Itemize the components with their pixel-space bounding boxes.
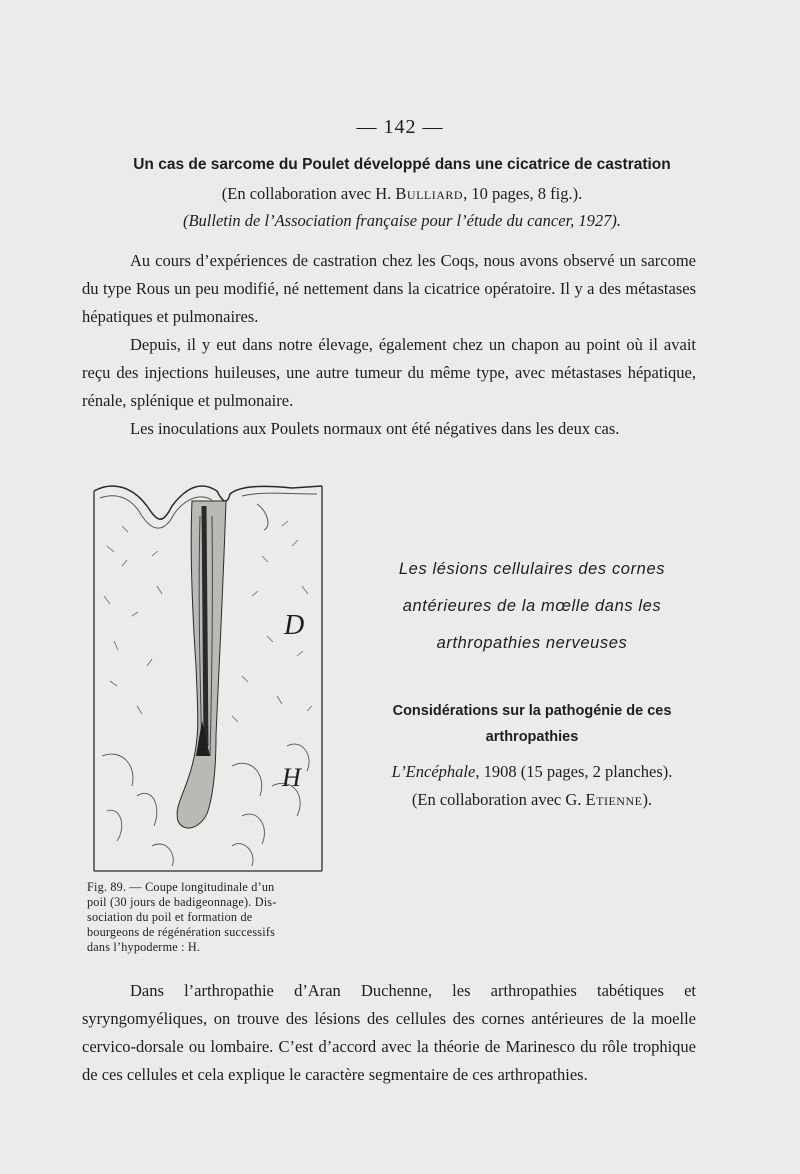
article2-title: Les lésions cellulaires des cornes antérieures de la mœlle dans les arthropathies nerveuses [398, 560, 666, 652]
page-number: — 142 — [356, 116, 444, 138]
article2-collaboration: (En collaboration avec G. Etienne). [411, 790, 653, 809]
hair-section-figure [92, 466, 324, 878]
hair-section-drawing [92, 466, 324, 878]
article-paragraph-1: Au cours d’expériences de castration chez les Coqs, nous avons observé un sarcome du type Rous un peu modifié, né nettement dans la cicatrice opératoire. Il y a des métastases hépatiques et pulmonaires. [82, 250, 696, 326]
article2-subtitle: Considérations sur la pathogénie de ces arthropathies [392, 703, 672, 745]
figure-label-h: H [282, 763, 301, 792]
article-paragraph-2: Depuis, il y eut dans notre élevage, également chez un chapon au point où il avait reçu des injections huileuses, une autre tumeur du même type, avec métastases hépatique, rénale, splénique et pulmonaire. [82, 334, 696, 410]
figure-caption: Fig. 89. — Coupe longitudinale d’un poil (30 jours de badigeonnage). Dis- sociation du poil et formation de bourgeons de régénération successifs dans l’hypoderme : H. [87, 880, 277, 954]
article-source: (Bulletin de l’Association française pour l’étude du cancer, 1927). [182, 211, 622, 230]
article-title: Un cas de sarcome du Poulet développé dans une cicatrice de castration [133, 156, 671, 173]
article2-source: L’Encéphale, 1908 (15 pages, 2 planches). [391, 762, 673, 781]
article2-paragraph: Dans l’arthropathie d’Aran Duchenne, les arthropathies tabétiques et syryngomyéliques, on trouve des lésions des cellules des cornes antérieures de la moelle cervico-dorsale ou lombaire. C’est d’accord avec la théorie de Marinesco du rôle trophique de ces cellules et cela explique le caractère segmentaire de ces arthropathies. [82, 980, 696, 1084]
article-collaboration: (En collaboration avec H. Bulliard, 10 pages, 8 fig.). [221, 184, 583, 203]
figure-label-d: D [284, 610, 305, 641]
article-paragraph-3: Les inoculations aux Poulets normaux ont été négatives dans les deux cas. [130, 418, 620, 438]
